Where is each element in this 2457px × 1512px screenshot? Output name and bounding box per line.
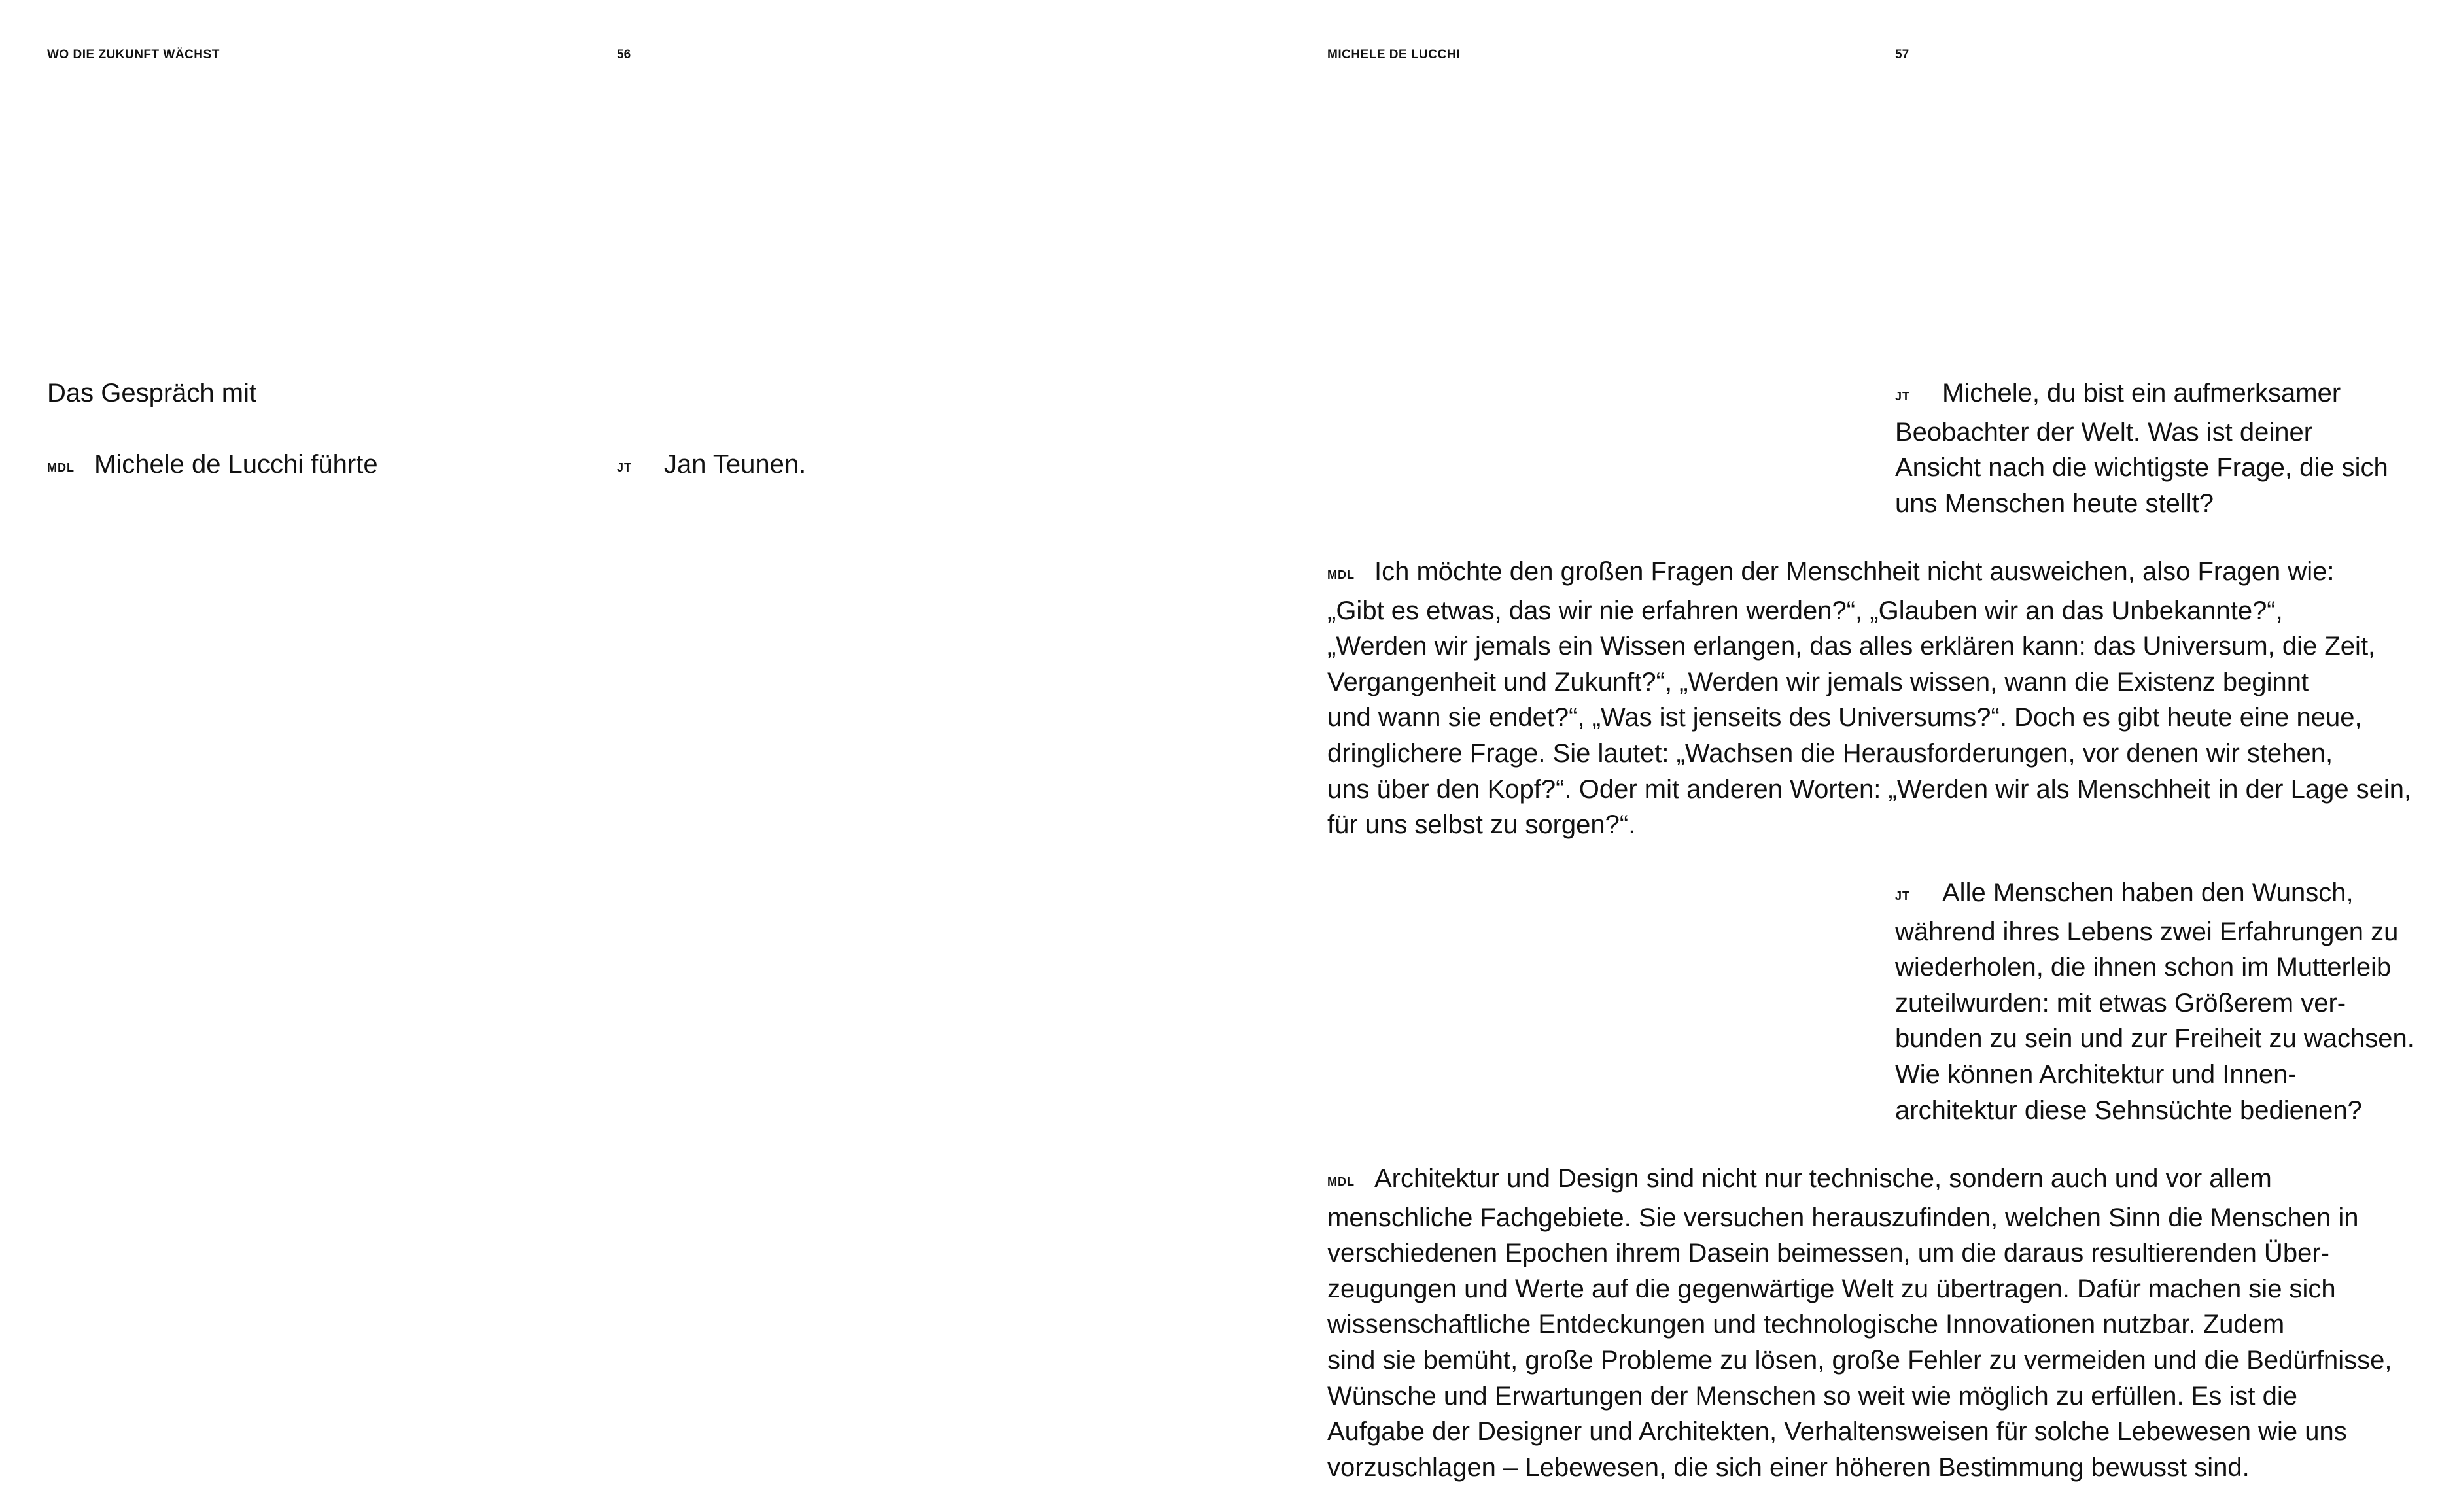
question-2-line: während ihres Lebens zwei Erfahrungen zu bbox=[1895, 917, 2399, 946]
answer-2-line: zeugungen und Werte auf die gegenwärtige Welt zu übertragen. Dafür machen sie sich bbox=[1327, 1274, 2336, 1303]
speaker-label-jt: JT bbox=[1895, 889, 1911, 902]
left-page bbox=[0, 0, 1228, 1512]
question-1-line: uns Menschen heute stellt? bbox=[1895, 489, 2214, 518]
speaker-label-jt: JT bbox=[617, 461, 633, 474]
running-head-left: WO DIE ZUKUNFT WÄCHST bbox=[47, 48, 220, 61]
intro-line-1 bbox=[47, 375, 256, 411]
question-2-line: zuteilwurden: mit etwas Größerem ver- bbox=[1895, 988, 2346, 1018]
question-1-line: Ansicht nach die wichtigste Frage, die sich bbox=[1895, 453, 2388, 483]
intro-line-3 bbox=[617, 447, 806, 486]
intro-line-2 bbox=[47, 447, 378, 486]
intro-text-2: Michele de Lucchi führte bbox=[94, 450, 378, 479]
question-2-line: architektur diese Sehnsüchte bedienen? bbox=[1895, 1095, 2362, 1125]
intro-text-1: Das Gespräch mit bbox=[47, 379, 257, 407]
answer-2-line: vorzuschlagen – Lebewesen, die sich einer höheren Bestimmung bewusst sind. bbox=[1327, 1452, 2250, 1482]
question-2-line: bunden zu sein und zur Freiheit zu wachsen. bbox=[1895, 1024, 2414, 1054]
answer-1-line: dringlichere Frage. Sie lautet: „Wachsen die Herausforderungen, vor denen wir stehen, bbox=[1327, 738, 2333, 768]
speaker-label-mdl: MDL bbox=[47, 461, 75, 474]
intro-text-3: Jan Teunen. bbox=[664, 450, 807, 479]
answer-1-line: „Gibt es etwas, das wir nie erfahren werden?“, „Glauben wir an das Unbekannte?“, bbox=[1327, 596, 2283, 625]
right-page bbox=[1228, 0, 2457, 1512]
speaker-label-mdl: MDL bbox=[1327, 1175, 1355, 1188]
speaker-label-mdl: MDL bbox=[1327, 568, 1355, 581]
answer-2 bbox=[1327, 1161, 2392, 1485]
question-2-line: wiederholen, die ihnen schon im Mutterleib bbox=[1895, 953, 2392, 982]
question-2-line: JT Alle Menschen haben den Wunsch, bbox=[1895, 875, 2414, 914]
answer-2-line: verschiedenen Epochen ihrem Dasein beimessen, um die daraus resultierenden Über- bbox=[1327, 1239, 2329, 1268]
answer-1 bbox=[1327, 554, 2411, 843]
question-2 bbox=[1895, 875, 2414, 1128]
running-head-right: MICHELE DE LUCCHI bbox=[1327, 48, 1460, 61]
question-2-line: Wie können Architektur und Innen- bbox=[1895, 1059, 2297, 1089]
answer-1-line: und wann sie endet?“, „Was ist jenseits des Universums?“. Doch es gibt heute eine neue, bbox=[1327, 703, 2362, 732]
speaker-label-jt: JT bbox=[1895, 390, 1911, 403]
answer-2-line: sind sie bemüht, große Probleme zu lösen, große Fehler zu vermeiden und die Bedürfnisse, bbox=[1327, 1345, 2392, 1375]
answer-1-line: Vergangenheit und Zukunft?“, „Werden wir jemals wissen, wann die Existenz beginnt bbox=[1327, 667, 2309, 696]
answer-2-line: Wünsche und Erwartungen der Menschen so weit wie möglich zu erfüllen. Es ist die bbox=[1327, 1381, 2297, 1411]
answer-2-line: Aufgabe der Designer und Architekten, Verhaltensweisen für solche Lebewesen wie uns bbox=[1327, 1417, 2347, 1447]
answer-2-line: menschliche Fachgebiete. Sie versuchen herauszufinden, welchen Sinn die Menschen in bbox=[1327, 1203, 2359, 1232]
page-number-right: 57 bbox=[1895, 48, 1909, 61]
answer-1-line: MDL Ich möchte den großen Fragen der Menschheit nicht ausweichen, also Fragen wie: bbox=[1327, 554, 2411, 593]
answer-1-line: für uns selbst zu sorgen?“. bbox=[1327, 810, 1636, 840]
answer-2-line: MDL Architektur und Design sind nicht nur technische, sondern auch und vor allem bbox=[1327, 1161, 2392, 1200]
answer-1-line: „Werden wir jemals ein Wissen erlangen, das alles erklären kann: das Universum, die Zeit, bbox=[1327, 632, 2376, 661]
answer-2-line: wissenschaftliche Entdeckungen und technologische Innovationen nutzbar. Zudem bbox=[1327, 1310, 2285, 1339]
question-1-line: Beobachter der Welt. Was ist deiner bbox=[1895, 417, 2313, 447]
answer-1-line: uns über den Kopf?“. Oder mit anderen Worten: „Werden wir als Menschheit in der Lage sein, bbox=[1327, 774, 2412, 804]
page-number-left: 56 bbox=[617, 48, 631, 61]
question-1 bbox=[1895, 375, 2388, 521]
question-1-line: JT Michele, du bist ein aufmerksamer bbox=[1895, 375, 2388, 415]
